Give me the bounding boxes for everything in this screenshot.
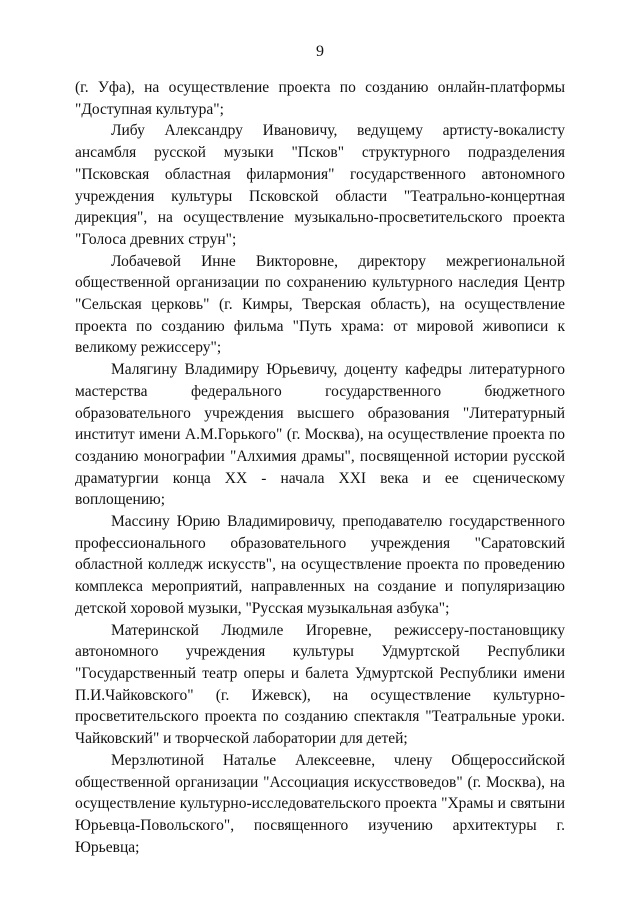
- document-body: [75, 77, 565, 858]
- page-number: 9: [316, 43, 324, 60]
- paragraph-malyagin: Малягину Владимиру Юрьевичу, доценту кафедры литературного мастерства федерального государственного бюджетного образовательного учреждения высшего образования "Литературный институт имени А.М.Горького" (г. Москва), на осуществление проекта по созданию монографии "Алхимия драмы", посвященной истории русской драматургии конца XX - начала XXI века и ее сценическому воплощению;: [75, 361, 565, 509]
- paragraph-materinskaya: Материнской Людмиле Игоревне, режиссеру-постановщику автономного учреждения культуры Удмуртской Республики "Государственный театр оперы и балета Удмуртской Республики имени П.И.Чайковского" (г. Ижевск), на осуществление культурно-просветительского проекта по созданию спектакля "Театральные уроки. Чайковский" и творческой лаборатории для детей;: [75, 621, 565, 748]
- paragraph-ufa-continuation: (г. Уфа), на осуществление проекта по созданию онлайн-платформы "Доступная культура";: [75, 79, 565, 118]
- paragraph-lobacheva: Лобачевой Инне Викторовне, директору межрегиональной общественной организации по сохранению культурного наследия Центр "Сельская церковь" (г. Кимры, Тверская область), на осуществление проекта по созданию фильма "Путь храма: от мировой живописи к великому режиссеру";: [75, 252, 565, 357]
- paragraph-libu: Либу Александру Ивановичу, ведущему артисту-вокалисту ансамбля русской музыки "Псков" структурного подразделения "Псковская областная филармония" государственного автономного учреждения культуры Псковской области "Театрально-концертная дирекция", на осуществление музыкально-просветительского проекта "Голоса древних струн";: [75, 122, 565, 248]
- paragraph-massin: Массину Юрию Владимировичу, преподавателю государственного профессионального образовательного учреждения "Саратовский областной колледж искусств", на осуществление проекта по проведению комплекса мероприятий, направленных на создание и популяризацию детской хоровой музыки, "Русская музыкальная азбука";: [75, 513, 565, 617]
- paragraph-merzlyutina: Мерзлютиной Наталье Алексеевне, члену Общероссийской общественной организации "Ассоциация искусствоведов" (г. Москва), на осуществление культурно-исследовательского проекта "Храмы и святыни Юрьевца-Повольского", посвященного изучению архитектуры г. Юрьевца;: [75, 751, 565, 856]
